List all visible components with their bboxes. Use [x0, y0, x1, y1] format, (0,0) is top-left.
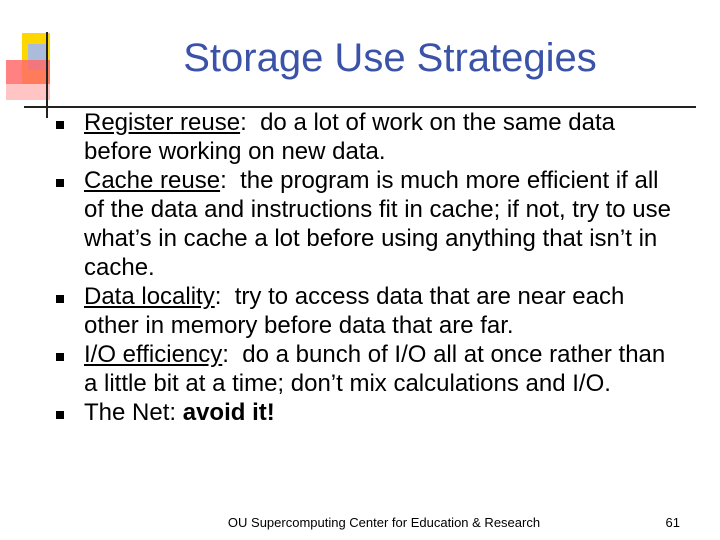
- bullet-separator: :: [214, 283, 222, 310]
- bullet-separator: :: [222, 341, 229, 368]
- bullet-item-the-net: [56, 398, 676, 427]
- bullet-text: try to access data that are near each other in memory before data that are far.: [84, 283, 631, 339]
- bullet-separator: :: [240, 109, 247, 136]
- square-bullet-icon: [56, 411, 64, 419]
- page-number: 61: [665, 515, 680, 530]
- bullet-item-data-locality: [56, 282, 676, 340]
- square-bullet-icon: [56, 179, 64, 187]
- bullet-item-cache-reuse: [56, 166, 676, 282]
- bullet-term: Cache reuse: [84, 167, 221, 194]
- bullet-text: The Net:: [84, 399, 183, 426]
- bullet-emphasis: avoid it!: [182, 399, 275, 426]
- slide-title: Storage Use Strategies: [183, 36, 597, 80]
- square-bullet-icon: [56, 295, 64, 303]
- bullet-text: do a bunch of I/O all at once rather than a little bit at a time; don’t mix calculations and I/O.: [84, 341, 672, 397]
- bullet-item-register-reuse: [56, 108, 676, 166]
- bullet-item-io-efficiency: [56, 340, 676, 398]
- bullet-term: I/O efficiency: [84, 341, 223, 368]
- bullet-term: Data locality: [84, 283, 215, 310]
- bullet-text: do a lot of work on the same data before working on new data.: [84, 109, 622, 165]
- logo-pink-block: [6, 84, 50, 100]
- bullet-text: the program is much more efficient if all of the data and instructions fit in cache; if not, try to use what’s in cache a lot before using anything that isn’t in cache.: [84, 167, 678, 281]
- square-bullet-icon: [56, 353, 64, 361]
- bullet-term: Register reuse: [84, 109, 241, 136]
- bullet-separator: :: [220, 167, 227, 194]
- bullet-list: [56, 108, 676, 427]
- slide-footer: OU Supercomputing Center for Education & Research: [227, 515, 541, 530]
- square-bullet-icon: [56, 121, 64, 129]
